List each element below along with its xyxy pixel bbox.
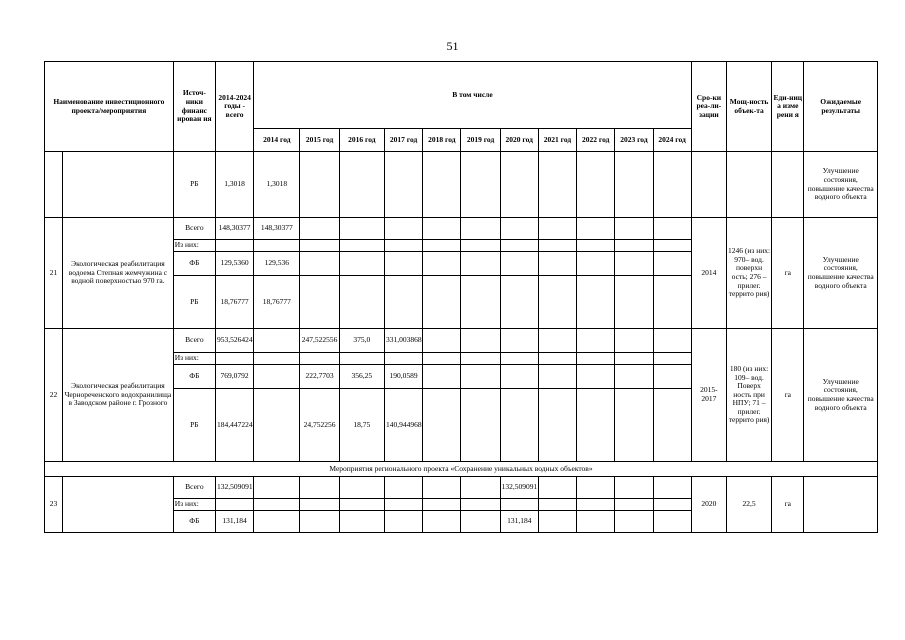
table-row xyxy=(45,218,878,240)
cell-total: 1,3018 xyxy=(216,152,254,218)
project-result: Улучшение состояния, повышение качества водного объекта xyxy=(804,218,878,329)
cell-source: ФБ xyxy=(173,252,215,276)
cell-y2014: 1,3018 xyxy=(254,152,300,218)
cell-y2014: 129,536 xyxy=(254,252,300,276)
project-term: 2020 xyxy=(691,477,726,533)
cell-source: ФБ xyxy=(173,511,215,533)
cell-total: 184,447224 xyxy=(216,389,254,462)
header-name: Наименование инвестиционного проекта/мероприятия xyxy=(45,62,174,152)
table-row xyxy=(45,329,878,353)
cell-y2016: 375,0 xyxy=(339,329,384,353)
cell-source: Всего xyxy=(173,329,215,353)
cell-y2015: 24,752256 xyxy=(300,389,339,462)
year-2016: 2016 год xyxy=(339,129,384,152)
cell-y2020: 132,509091 xyxy=(500,477,538,499)
cell-source: РБ xyxy=(173,152,215,218)
header-results: Ожидаемые результаты xyxy=(804,62,878,152)
project-unit: га xyxy=(772,329,804,462)
section-title: Мероприятия регионального проекта «Сохранение уникальных водных объектов» xyxy=(45,462,878,477)
table-row xyxy=(45,152,878,218)
header-term: Сро-ки реа-ли-зации xyxy=(691,62,726,152)
project-number: 23 xyxy=(45,477,63,533)
project-term: 2014 xyxy=(691,218,726,329)
cell-y2020: 131,184 xyxy=(500,511,538,533)
cell-y2016: 356,25 xyxy=(339,365,384,389)
year-2021: 2021 год xyxy=(538,129,576,152)
section-row xyxy=(45,462,878,477)
header-including: В том числе xyxy=(254,62,692,129)
year-2014: 2014 год xyxy=(254,129,300,152)
year-2024: 2024 год xyxy=(653,129,691,152)
header-source: Источ-ники финанс ирован ия xyxy=(173,62,215,152)
cell-total: 148,30377 xyxy=(216,218,254,240)
page-number: 51 xyxy=(446,39,459,53)
project-capacity: 1246 (из них: 970– вод. поверхн ость; 276 – прилег. террито рия) xyxy=(726,218,771,329)
year-2023: 2023 год xyxy=(615,129,653,152)
project-number: 22 xyxy=(45,329,63,462)
table-row xyxy=(45,477,878,499)
header-unit: Еди-ниц а изме рени я xyxy=(772,62,804,152)
year-2017: 2017 год xyxy=(384,129,422,152)
cell-total: 769,0792 xyxy=(216,365,254,389)
cell-source: Всего xyxy=(173,218,215,240)
project-result: Улучшение состояния, повышение качества водного объекта xyxy=(804,329,878,462)
cell-total: 129,5360 xyxy=(216,252,254,276)
project-unit: га xyxy=(772,477,804,533)
cell-y2017: 331,003868 xyxy=(384,329,422,353)
header-row xyxy=(45,62,878,129)
cell-y2017: 190,0589 xyxy=(384,365,422,389)
cell-source: РБ xyxy=(173,389,215,462)
cell-source: ФБ xyxy=(173,365,215,389)
cell-total: 131,184 xyxy=(216,511,254,533)
investment-table xyxy=(44,61,878,533)
cell-total: 953,526424 xyxy=(216,329,254,353)
cell-y2017: 140,944968 xyxy=(384,389,422,462)
project-capacity: 180 (из них: 109– вод. Поверх ность при НПУ; 71 – прилег. террито рия) xyxy=(726,329,771,462)
year-2022: 2022 год xyxy=(577,129,615,152)
cell-source: Из них: xyxy=(173,353,215,365)
cell-y2014: 148,30377 xyxy=(254,218,300,240)
year-2015: 2015 год xyxy=(300,129,339,152)
project-name: Экологическая реабилитация Чернореченского водохранилища в Заводском районе г. Грозного xyxy=(63,329,174,462)
cell-y2015: 222,7703 xyxy=(300,365,339,389)
cell-y2015: 247,522556 xyxy=(300,329,339,353)
cell-total: 132,509091 xyxy=(216,477,254,499)
project-term: 2015-2017 xyxy=(691,329,726,462)
header-total: 2014-2024 годы - всего xyxy=(216,62,254,152)
year-2018: 2018 год xyxy=(423,129,461,152)
cell-result: Улучшение состояния, повышение качества водного объекта xyxy=(804,152,878,218)
header-capacity: Мощ-ность объек-та xyxy=(726,62,771,152)
project-name: Экологическая реабилитация водоема Степная жемчужина с водной поверхностью 970 га. xyxy=(63,218,174,329)
project-capacity: 22,5 xyxy=(726,477,771,533)
year-2020: 2020 год xyxy=(500,129,538,152)
cell-total: 18,76777 xyxy=(216,276,254,329)
cell-source: Из них: xyxy=(173,499,215,511)
cell-y2014: 18,76777 xyxy=(254,276,300,329)
cell-y2016: 18,75 xyxy=(339,389,384,462)
project-number: 21 xyxy=(45,218,63,329)
cell-source: РБ xyxy=(173,276,215,329)
cell-source: Из них: xyxy=(173,240,215,252)
project-unit: га xyxy=(772,218,804,329)
year-2019: 2019 год xyxy=(461,129,500,152)
cell-source: Всего xyxy=(173,477,215,499)
